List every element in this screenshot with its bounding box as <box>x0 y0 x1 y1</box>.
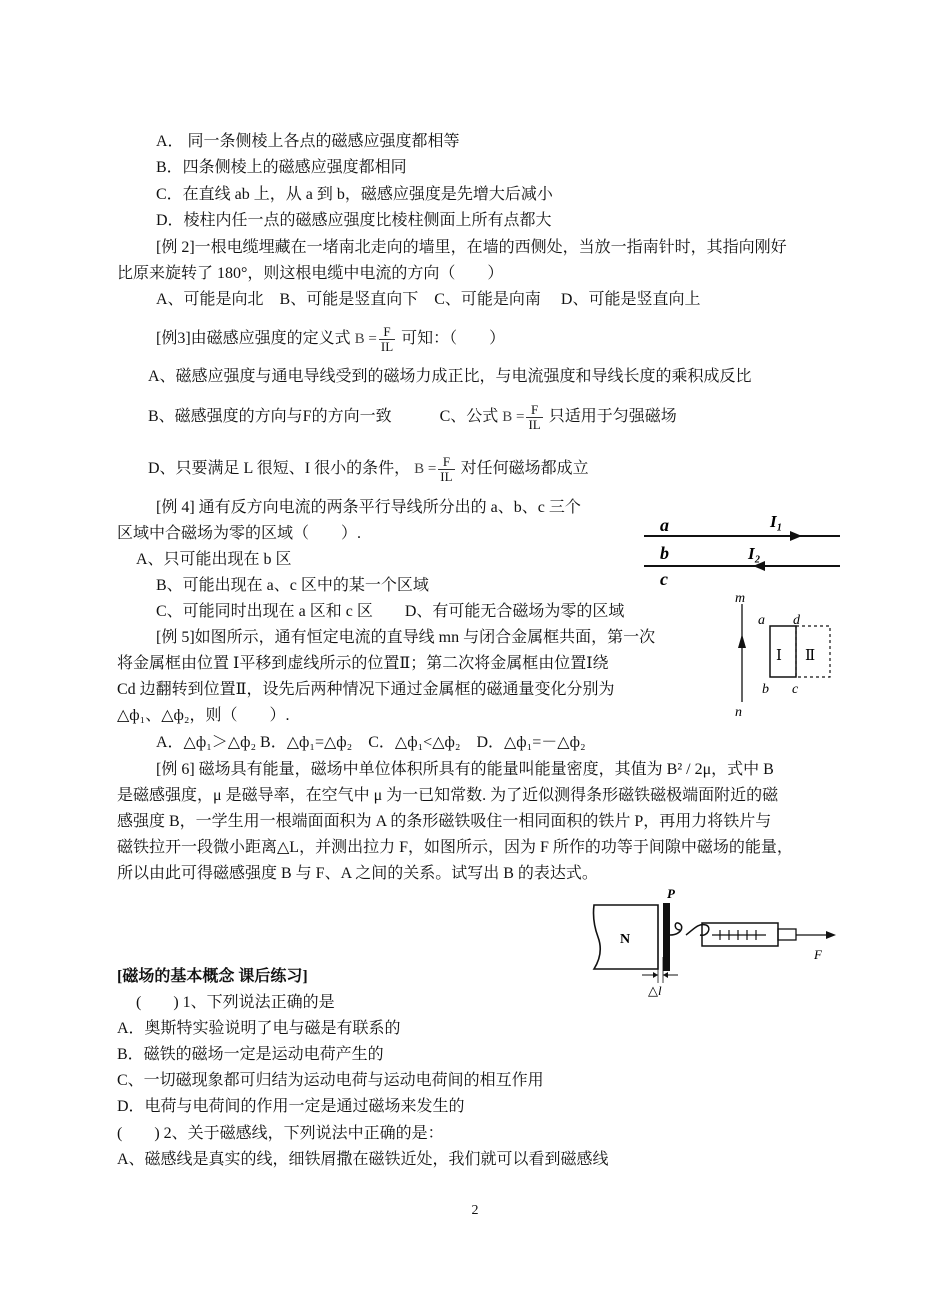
current-i1-label: I₁ <box>770 512 783 531</box>
page-number: 2 <box>471 1203 479 1218</box>
exercise-1-option-a: A．奥斯特实验说明了电与磁是有联系的 <box>117 1020 401 1037</box>
region-b-label: b <box>660 543 669 563</box>
example-4-options-cd: C、可能同时出现在 a 区和 c 区 D、有可能无合磁场为零的区域 <box>156 603 625 620</box>
exercise-1-option-b: B．磁铁的磁场一定是运动电荷产生的 <box>117 1046 384 1063</box>
arrow-right-icon <box>790 531 802 541</box>
exercise-1-option-d: D．电荷与电荷间的作用一定是通过磁场来发生的 <box>117 1098 465 1115</box>
region-a-label: a <box>660 515 669 535</box>
arrow-left-icon <box>663 972 668 978</box>
force-label: F <box>814 947 822 962</box>
frame-position-1 <box>770 626 796 677</box>
spring-balance-pull-tab <box>778 929 796 940</box>
arrow-right-icon <box>653 972 658 978</box>
plate-label: P <box>667 886 675 901</box>
exercise-2-option-a: A、磁感线是真实的线，细铁屑撒在磁铁近处，我们就可以看到磁感线 <box>117 1151 609 1168</box>
example-3-options-bc: B、磁感强度的方向与F的方向一致 C、公式 B = $\frac{F}{IL}$ 只适用于匀强磁场 <box>148 402 677 432</box>
example-5-question-cont3: △ф₁、△ф₂，则（ ）. <box>117 707 290 724</box>
label-c: c <box>792 682 799 697</box>
region-c-label: c <box>660 569 668 589</box>
example-6-question: [例 6] 磁场具有能量，磁场中单位体积所具有的能量叫能量密度，其值为 B² / 2μ，式中 B <box>156 761 774 778</box>
example-6-question-cont2: 感强度 B，一学生用一根端面面积为 A 的条形磁铁吸住一相同面积的铁片 P，再用力将铁片与 <box>117 813 772 830</box>
example-2-options: A、可能是向北 B、可能是竖直向下 C、可能是向南 D、可能是竖直向上 <box>156 291 701 308</box>
label-n: n <box>735 705 742 720</box>
example-3-option-d: D、只要满足 L 很短、I 很小的条件， B = $\frac{F}{IL}$ 对任何磁场都成立 <box>148 454 589 484</box>
figure-wire-frame <box>730 590 845 720</box>
formula-fraction: $\frac{F}{IL}$ <box>440 454 453 484</box>
label-b: b <box>762 682 769 697</box>
figure-magnet-spring <box>590 885 845 998</box>
example-4-option-b: B、可能出现在 a、c 区中的某一个区域 <box>156 577 429 594</box>
example-4-option-a: A、只可能出现在 b 区 <box>136 551 292 568</box>
formula-fraction: $\frac{F}{IL}$ <box>528 402 541 432</box>
option-d: D．棱柱内任一点的磁感应强度比棱柱侧面上所有点都大 <box>156 212 552 229</box>
exercise-2-question: ( ) 2、关于磁感线，下列说法中正确的是： <box>117 1125 444 1142</box>
option-c: C．在直线 ab 上，从 a 到 b，磁感应强度是先增大后减小 <box>156 186 553 203</box>
figure-parallel-wires <box>640 505 845 590</box>
example-6-question-cont4: 所以由此可得磁感强度 B 与 F、A 之间的关系。试写出 B 的表达式。 <box>117 865 598 882</box>
example-2-question: [例 2]一根电缆埋藏在一堵南北走向的墙里，在墙的西侧处，当放一指南针时，其指向刚好 <box>156 239 787 256</box>
example-5-question-cont1: 将金属框由位置 Ⅰ平移到虚线所示的位置Ⅱ；第二次将金属框由位置Ⅰ绕 <box>117 655 609 672</box>
section-heading: [磁场的基本概念 课后练习] <box>117 968 308 985</box>
example-4-question: [例 4] 通有反方向电流的两条平行导线所分出的 a、b、c 三个 <box>156 499 581 516</box>
example-3-question: [例3]由磁感应强度的定义式 B = $\frac{F}{IL}$ 可知：（ ） <box>156 324 506 354</box>
label-position-1: Ⅰ <box>776 648 782 664</box>
formula-fraction: $\frac{F}{IL}$ <box>380 324 394 354</box>
formula-lhs: B = <box>354 331 377 348</box>
example-5-question-cont2: Cd 边翻转到位置Ⅱ，设先后两种情况下通过金属框的磁通量变化分别为 <box>117 681 615 698</box>
example-3-option-a: A、磁感应强度与通电导线受到的磁场力成正比，与电流强度和导线长度的乘积成反比 <box>148 368 752 385</box>
hook-left <box>670 923 682 935</box>
example-2-question-cont: 比原来旋转了 180°，则这根电缆中电流的方向（ ） <box>117 265 504 282</box>
label-m: m <box>735 591 746 606</box>
example-5-question: [例 5]如图所示，通有恒定电流的直导线 mn 与闭合金属框共面，第一次 <box>156 629 656 646</box>
label-a: a <box>758 613 765 628</box>
gap-label: △l <box>648 983 662 998</box>
exercise-1-question: ( ) 1、下列说法正确的是 <box>136 994 335 1011</box>
arrow-up-icon <box>738 634 746 648</box>
option-a: A． 同一条侧棱上各点的磁感应强度都相等 <box>156 133 460 150</box>
arrow-right-icon <box>826 931 836 939</box>
exercise-1-option-c: C、一切磁现象都可归结为运动电荷与运动电荷间的相互作用 <box>117 1072 544 1089</box>
example-6-question-cont3: 磁铁拉开一段微小距离△L，并测出拉力 F，如图所示，因为 F 所作的功等于间隙中磁场的能量， <box>117 839 793 856</box>
iron-plate <box>663 903 670 971</box>
option-b: B．四条侧棱上的磁感应强度都相同 <box>156 159 407 176</box>
magnet-pole-label: N <box>620 932 631 947</box>
hook-right <box>686 925 709 936</box>
label-d: d <box>793 613 800 628</box>
example-4-question-cont: 区域中合磁场为零的区域（ ）. <box>117 525 362 542</box>
example-5-options: A．△ф₁＞△ф₂ B．△ф₁=△ф₂ C．△ф₁<△ф₂ D．△ф₁=－△ф₂ <box>156 734 586 751</box>
label-position-2: Ⅱ <box>805 648 816 664</box>
example-6-question-cont1: 是磁感强度，μ 是磁导率，在空气中 μ 为一已知常数. 为了近似测得条形磁铁磁极端面附近的磁 <box>117 787 779 804</box>
current-i2-label: I₂ <box>748 544 761 563</box>
